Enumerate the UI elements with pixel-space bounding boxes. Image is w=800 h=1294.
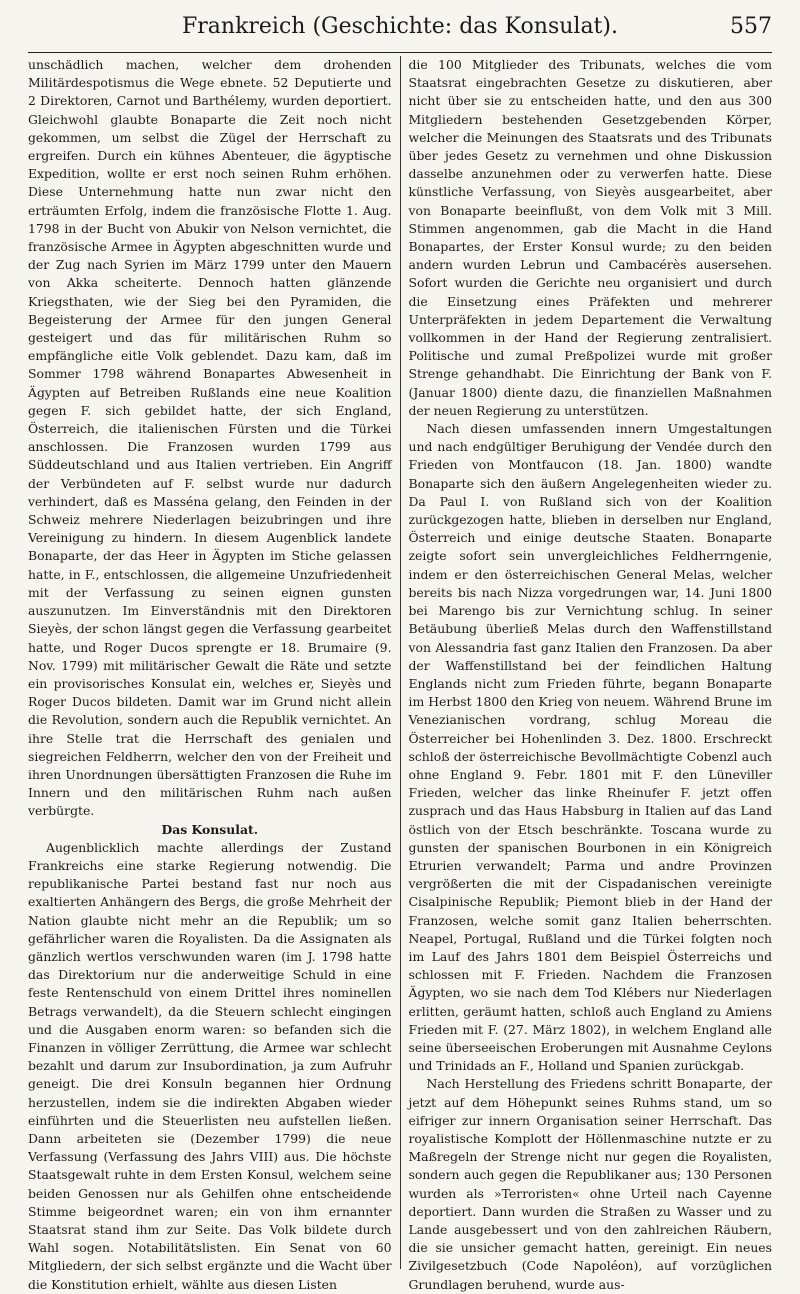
running-title: Frankreich (Geschichte: das Konsulat). bbox=[182, 14, 618, 39]
paragraph: Augenblicklich machte allerdings der Zustand Frankreichs eine starke Regierung notwendig. Die republikanische Partei bestand fast nur noch aus exaltierten Anhängern des Bergs, die große Mehrheit der Nation glaubte nicht mehr an die Republik; um so gefährlicher waren die Royalisten. Da die Assignaten als gänzlich wertlos verschwunden waren (im J. 1798 hatte das Direktorium nur die anderweitige Schuld in eine feste Rentenschuld von einem Drittel ihres nominellen Betrags verwandelt), da die Steuern schlecht eingingen und die Ausgaben enorm waren: so befanden sich die Finanzen in völliger Zerrüttung, die Armee war schlecht bezahlt und darum zur Insubordination, ja zum Aufruhr geneigt. Die drei Konsuln begannen hier Ordnung herzustellen, indem sie die indirekten Abgaben wieder einführten und die Steuerlisten neu aufstellen ließen. Dann arbeiteten sie (Dezember 1799) die neue Verfassung (Verfassung des Jahrs VIII) aus. Die höchste Staatsgewalt ruhte in dem Ersten Konsul, welchem seine beiden Genossen nur als Gehilfen ohne entscheidende Stimme beigeordnet waren; ein von ihm ernannter Staatsrat stand ihm zur Seite. Das Volk bildete durch Wahl sogen. Notabilitätslisten. Ein Senat von 60 Mitgliedern, der sich selbst ergänzte und die Wacht über die Konstitution erhielt, wählte aus diesen Listen bbox=[28, 839, 392, 1292]
left-column bbox=[28, 56, 400, 1292]
text-columns bbox=[28, 56, 773, 1292]
paragraph: die 100 Mitglieder des Tribunats, welches die vom Staatsrat eingebrachten Gesetze zu diskutieren, aber nicht über sie zu entscheiden hatte, und den aus 300 Mitgliedern bestehenden Gesetzgebenden Körper, welcher die Meinungen des Staatsrats und des Tribunats über jedes Gesetz zu vernehmen und ohne Diskussion dasselbe anzunehmen oder zu verwerfen hatte. Diese künstliche Verfassung, von Sieyès ausgearbeitet, aber von Bonaparte beeinflußt, von dem Volk mit 3 Mill. Stimmen angenommen, gab die Macht in die Hand Bonapartes, der Erster Konsul wurde; zu den beiden andern wurden Lebrun und Cambacérès ausersehen. Sofort wurden die Gerichte neu organisiert und durch die Einsetzung eines Präfekten und mehrerer Unterpräfekten in jedem Departement die Verwaltung vollkommen in der Hand der Regierung zentralisiert. Politische und zumal Preßpolizei wurde mit großer Strenge gehandhabt. Die Einrichtung der Bank von F. (Januar 1800) diente dazu, die finanziellen Maßnahmen der neuen Regierung zu unterstützen. bbox=[408, 57, 773, 418]
section-heading: Das Konsulat. bbox=[161, 821, 259, 837]
right-column bbox=[401, 56, 773, 1292]
paragraph: Nach Herstellung des Friedens schritt Bonaparte, der jetzt auf dem Höhepunkt seines Ruhms stand, um so eifriger zur innern Organisation seiner Herrschaft. Das royalistische Komplott der Höllenmaschine nutzte er zu Maßregeln der Strenge nicht nur gegen die Royalisten, sondern auch gegen die Republikaner aus; 130 Personen wurden als »Terroristen« ohne Urteil nach Cayenne deportiert. Dann wurden die Straßen zu Wasser und zu Lande ausgebessert und von den zahlreichen Räubern, die sie unsicher gemacht hatten, gereinigt. Ein neues Zivilgesetzbuch (Code Napoléon), auf vorzüglichen Grundlagen beruhend, wurde aus- bbox=[408, 1076, 773, 1292]
paragraph: unschädlich machen, welcher dem drohenden Militärdespotismus die Wege ebnete. 52 Deputierte und 2 Direktoren, Carnot und Barthélemy, wurden deportiert. Gleichwohl glaubte Bonaparte die Zeit noch nicht gekommen, um selbst die Zügel der Herrschaft zu ergreifen. Durch ein kühnes Abenteuer, die ägyptische Expedition, wollte er erst noch seinen Ruhm erhöhen. Diese Unternehmung hatte nun zwar nicht den erträumten Erfolg, indem die französische Flotte 1. Aug. 1798 in der Bucht von Abukir von Nelson vernichtet, die französische Armee in Ägypten abgeschnitten wurde und der Zug nach Syrien im März 1799 unter den Mauern von Akka scheiterte. Dennoch hatten glänzende Kriegsthaten, wie der Sieg bei den Pyramiden, die Begeisterung der Armee für den jungen General gesteigert und das für militärischen Ruhm so empfängliche eitle Volk geblendet. Dazu kam, daß im Sommer 1798 während Bonapartes Abwesenheit in Ägypten auf Betreiben Rußlands eine neue Koalition gegen F. sich gebildet hatte, der sich England, Österreich, die italienischen Fürsten und die Türkei anschlossen. Die Franzosen wurden 1799 aus Süddeutschland und aus Italien vertrieben. Ein Angriff der Verbündeten auf F. selbst wurde nur dadurch verhindert, daß es Masséna gelang, den Feinden in der Schweiz mehrere Niederlagen beizubringen und ihre Vereinigung zu hindern. In diesem Augenblick landete Bonaparte, der das Heer in Ägypten im Stiche gelassen hatte, in F., entschlossen, die allgemeine Unzufriedenheit mit der Verfassung zu seinen eignen gunsten auszunutzen. Im Einverständnis mit den Direktoren Sieyès, der schon längst gegen die Verfassung gearbeitet hatte, und Roger Ducos sprengte er 18. Brumaire (9. Nov. 1799) mit militärischer Gewalt die Räte und setzte ein provisorisches Konsulat ein, welches er, Sieyès und Roger Ducos bildeten. Damit war im Grund nicht allein die Revolution, sondern auch die Republik vernichtet. An ihre Stelle trat die Herrschaft des genialen und siegreichen Feldherrn, welcher den von der Freiheit und ihren Unordnungen übersättigten Franzosen die Ruhe im Innern und den militärischen Ruhm nach außen verbürgte. bbox=[28, 57, 392, 819]
paragraph: Nach diesen umfassenden innern Umgestaltungen und nach endgültiger Beruhigung der Vendée durch den Frieden von Montfaucon (18. Jan. 1800) wandte Bonaparte sich den äußern Angelegenheiten wieder zu. Da Paul I. von Rußland sich von der Koalition zurückgezogen hatte, blieben in derselben nur England, Österreich und einige deutsche Staaten. Bonaparte zeigte sofort sein unvergleichliches Feldherrngenie, indem er den österreichischen General Melas, welcher bereits bis nach Nizza vorgedrungen war, 14. Juni 1800 bei Marengo bis zur Vernichtung schlug. In seiner Betäubung überließ Melas durch den Waffenstillstand von Alessandria fast ganz Italien den Franzosen. Da aber der Waffenstillstand bei der feindlichen Haltung Englands nicht zum Frieden führte, begann Bonaparte im Herbst 1800 den Krieg von neuem. Während Brune im Venezianischen vordrang, schlug Moreau die Österreicher bei Hohenlinden 3. Dez. 1800. Erschreckt schloß der österreichische Bevollmächtigte Cobenzl auch ohne England 9. Febr. 1801 mit F. den Lüneviller Frieden, welcher das linke Rheinufer F. jetzt offen zusprach und das Haus Habsburg in Italien auf das Land östlich von der Etsch beschränkte. Toscana wurde zu gunsten der spanischen Bourbonen in ein Königreich Etrurien verwandelt; Parma und andre Provinzen vergrößerten die mit der Cispadanischen vereinigte Cisalpinische Republik; Piemont blieb in der Hand der Franzosen, welche somit ganz Italien beherrschten. Neapel, Portugal, Rußland und die Türkei folgten noch im Lauf des Jahrs 1801 dem Beispiel Österreichs und schlossen mit F. Frieden. Nachdem die Franzosen Ägypten, wo sie nach dem Tod Klébers nur Niederlagen erlitten, geräumt hatten, schloß auch England zu Amiens Frieden mit F. (27. März 1802), in welchem England alle seine überseeischen Eroberungen mit Ausnahme Ceylons und Trinidads an F., Holland und Spanien zurückgab. bbox=[408, 421, 773, 1074]
page-header bbox=[28, 8, 772, 53]
page-number: 557 bbox=[730, 14, 772, 39]
